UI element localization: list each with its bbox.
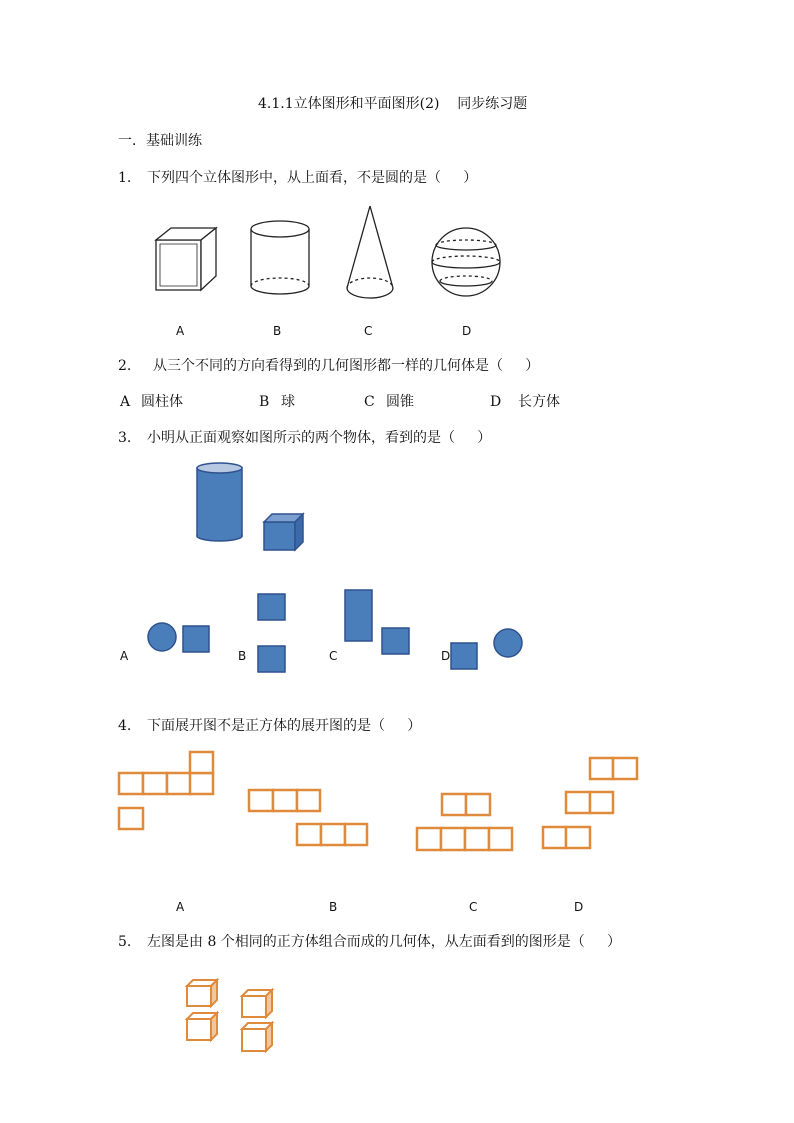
q3-option-a-figure bbox=[148, 623, 209, 652]
question-5-number: 5. bbox=[118, 934, 132, 950]
question-1-number: 1. bbox=[118, 170, 132, 186]
question-1-text: 下列四个立体图形中，从上面看，不是圆的是（ ） bbox=[147, 170, 478, 186]
q1-cylinder-figure bbox=[251, 221, 309, 294]
q4-label-a: A bbox=[176, 900, 185, 914]
q2-option-d-text: 长方体 bbox=[518, 394, 560, 410]
q3-label-b: B bbox=[238, 649, 247, 663]
q1-cube-figure bbox=[156, 228, 216, 290]
q2-option-a-text: 圆柱体 bbox=[141, 394, 183, 410]
question-2-number: 2. bbox=[118, 358, 132, 374]
q1-sphere-figure bbox=[432, 228, 500, 296]
question-5-text: 左图是由 8 个相同的正方体组合而成的几何体，从左面看到的图形是（ ） bbox=[147, 934, 622, 950]
q4-label-b: B bbox=[329, 900, 338, 914]
q1-cone-figure bbox=[347, 206, 393, 298]
q2-option-d-letter: D bbox=[490, 394, 502, 410]
q5-cube-2 bbox=[187, 1013, 217, 1040]
q2-option-b-letter: B bbox=[259, 394, 270, 410]
q3-label-d: D bbox=[441, 649, 451, 663]
q2-option-c-text: 圆锥 bbox=[386, 394, 414, 410]
q5-cube-1 bbox=[187, 980, 217, 1006]
q3-option-b-figure bbox=[258, 594, 285, 672]
q4-net-a-figure bbox=[119, 752, 213, 829]
q1-label-c: C bbox=[364, 324, 373, 338]
section-heading: 一．基础训练 bbox=[118, 133, 202, 149]
question-4-number: 4. bbox=[118, 718, 132, 734]
q5-cube-4 bbox=[242, 1023, 272, 1051]
page-title: 4.1.1立体图形和平面图形(2) 同步练习题 bbox=[258, 96, 528, 112]
q5-cube-3 bbox=[242, 990, 272, 1017]
q3-label-a: A bbox=[120, 649, 129, 663]
q3-option-c-figure bbox=[345, 590, 409, 654]
question-2-text: 从三个不同的方向看得到的几何图形都一样的几何体是（ ） bbox=[153, 358, 540, 374]
q4-net-c-figure bbox=[417, 794, 512, 850]
q5-cubes-figure bbox=[187, 980, 272, 1051]
q2-option-a-letter: A bbox=[120, 394, 131, 410]
q3-label-c: C bbox=[329, 649, 338, 663]
q2-option-b-text: 球 bbox=[281, 394, 295, 410]
q3-option-d-figure bbox=[451, 629, 522, 669]
question-3-number: 3. bbox=[118, 430, 132, 446]
q4-label-d: D bbox=[574, 900, 584, 914]
q1-label-a: A bbox=[176, 324, 185, 338]
q4-label-c: C bbox=[469, 900, 478, 914]
q4-net-b-figure bbox=[249, 790, 367, 845]
q1-label-b: B bbox=[273, 324, 282, 338]
q3-objects-figure bbox=[197, 463, 303, 550]
question-4-text: 下面展开图不是正方体的展开图的是（ ） bbox=[147, 718, 422, 734]
q4-net-d-figure bbox=[543, 758, 637, 848]
question-3-text: 小明从正面观察如图所示的两个物体，看到的是（ ） bbox=[147, 430, 492, 446]
q2-option-c-letter: C bbox=[364, 394, 375, 410]
q1-label-d: D bbox=[462, 324, 472, 338]
